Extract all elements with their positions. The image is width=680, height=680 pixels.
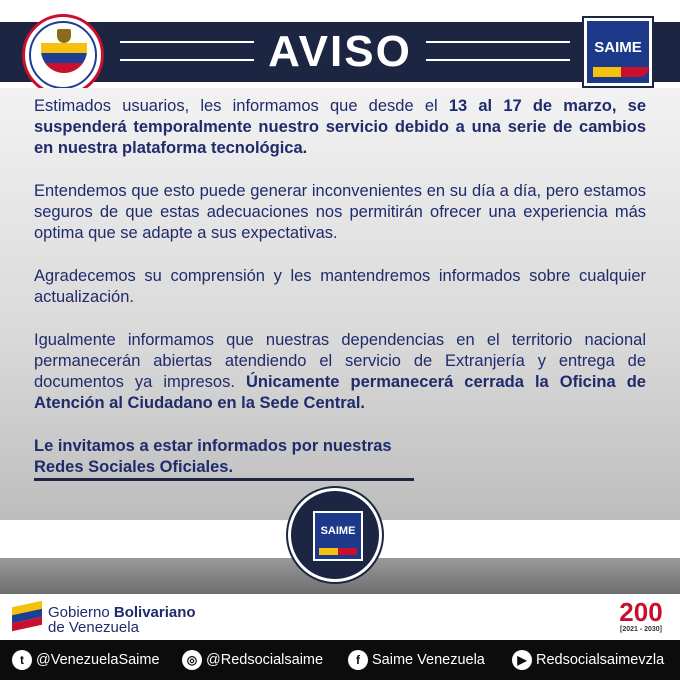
ministry-seal-logo: [22, 14, 104, 96]
header: [0, 0, 680, 88]
facebook-icon: f: [348, 650, 368, 670]
notice-content: [34, 96, 646, 500]
closing-invitation: Le invitamos a estar informados por nuestras Redes Sociales Oficiales.: [34, 437, 392, 476]
closing-underline: [34, 478, 414, 481]
government-logo-text: Gobierno Bolivariano de Venezuela: [48, 604, 196, 636]
social-facebook[interactable]: f Saime Venezuela: [348, 650, 485, 670]
social-youtube[interactable]: ▶ Redsocialsaimevzla: [512, 650, 664, 670]
coat-of-arms-icon: [57, 29, 71, 43]
paragraph-thanks: Agradecemos su comprensión y les mantendremos informados sobre cualquier actualización.: [34, 267, 646, 306]
youtube-icon: ▶: [512, 650, 532, 670]
paragraph-dates: Estimados usuarios, les informamos que desde el 13 al 17 de marzo, se suspenderá temporalmente nuestro servicio debido a una serie de cambios en nuestra plataforma tecnológica.: [34, 97, 646, 157]
bicentennial-logo: 200 [2021 - 2030]: [619, 597, 663, 633]
instagram-icon: ◎: [182, 650, 202, 670]
social-bar: [0, 640, 680, 680]
paragraph-inconvenience: Entendemos que esto puede generar inconvenientes en su día a día, pero estamos seguros de que estas adecuaciones nos permitirán ofrecer una experiencia más optima que se adapte a sus expectativas.: [34, 182, 646, 242]
saime-logo: SAIME: [584, 18, 652, 86]
government-flag-icon: [12, 604, 42, 630]
paragraph-offices: Igualmente informamos que nuestras dependencias en el territorio nacional permanecerán abiertas atendiendo el servicio de Extranjería y entrega de documentos ya impresos. Únicamente permanecerá cerrada la Oficina de Atención al Ciudadano en la Sede Central.: [34, 331, 646, 412]
social-instagram[interactable]: ◎ @Redsocialsaime: [182, 650, 323, 670]
social-twitter[interactable]: t @VenezuelaSaime: [12, 650, 160, 670]
twitter-icon: t: [12, 650, 32, 670]
saime-center-logo: SAIME: [288, 488, 382, 582]
page-title: AVISO: [0, 28, 680, 76]
